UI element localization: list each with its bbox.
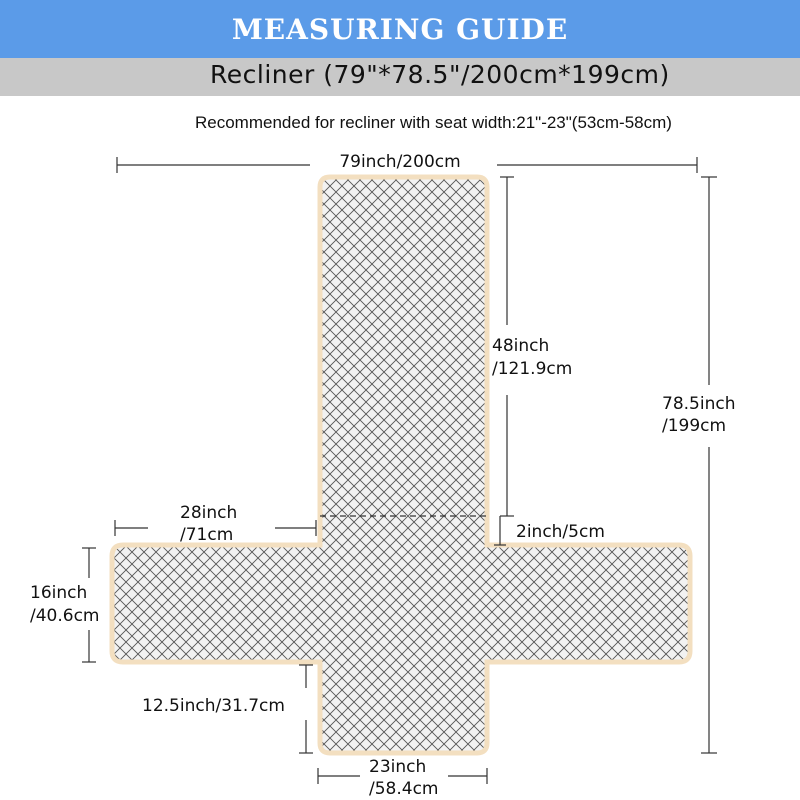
recommendation-note: Recommended for recliner with seat width:21"-23"(53cm-58cm) <box>195 113 672 132</box>
back-length-label-line2: /121.9cm <box>492 359 573 379</box>
seat-extension-label: 12.5inch/31.7cm <box>142 696 285 716</box>
gap-label: 2inch/5cm <box>516 522 605 542</box>
total-height-label-line1: 78.5inch <box>662 394 736 414</box>
gap-dimension <box>494 516 506 545</box>
arm-length-label-line2: /71cm <box>180 525 234 545</box>
back-length-label-line1: 48inch <box>492 336 550 356</box>
total-height-label-line2: /199cm <box>662 416 727 436</box>
arm-length-label-line1: 28inch <box>180 503 238 523</box>
total-width-label: 79inch/200cm <box>339 152 461 172</box>
arm-width-label-line1: 16inch <box>30 583 88 603</box>
arm-width-label-line2: /40.6cm <box>30 606 100 626</box>
product-title: Recliner (79"*78.5"/200cm*199cm) <box>210 60 670 89</box>
seat-extension-dimension <box>299 665 313 753</box>
seat-width-label-line2: /58.4cm <box>369 779 439 799</box>
total-height-dimension <box>701 177 717 753</box>
guide-title: MEASURING GUIDE <box>231 12 569 46</box>
arm-width-dimension <box>82 548 96 662</box>
seat-width-label-line1: 23inch <box>369 757 427 777</box>
recliner-cover-shape <box>112 177 690 753</box>
